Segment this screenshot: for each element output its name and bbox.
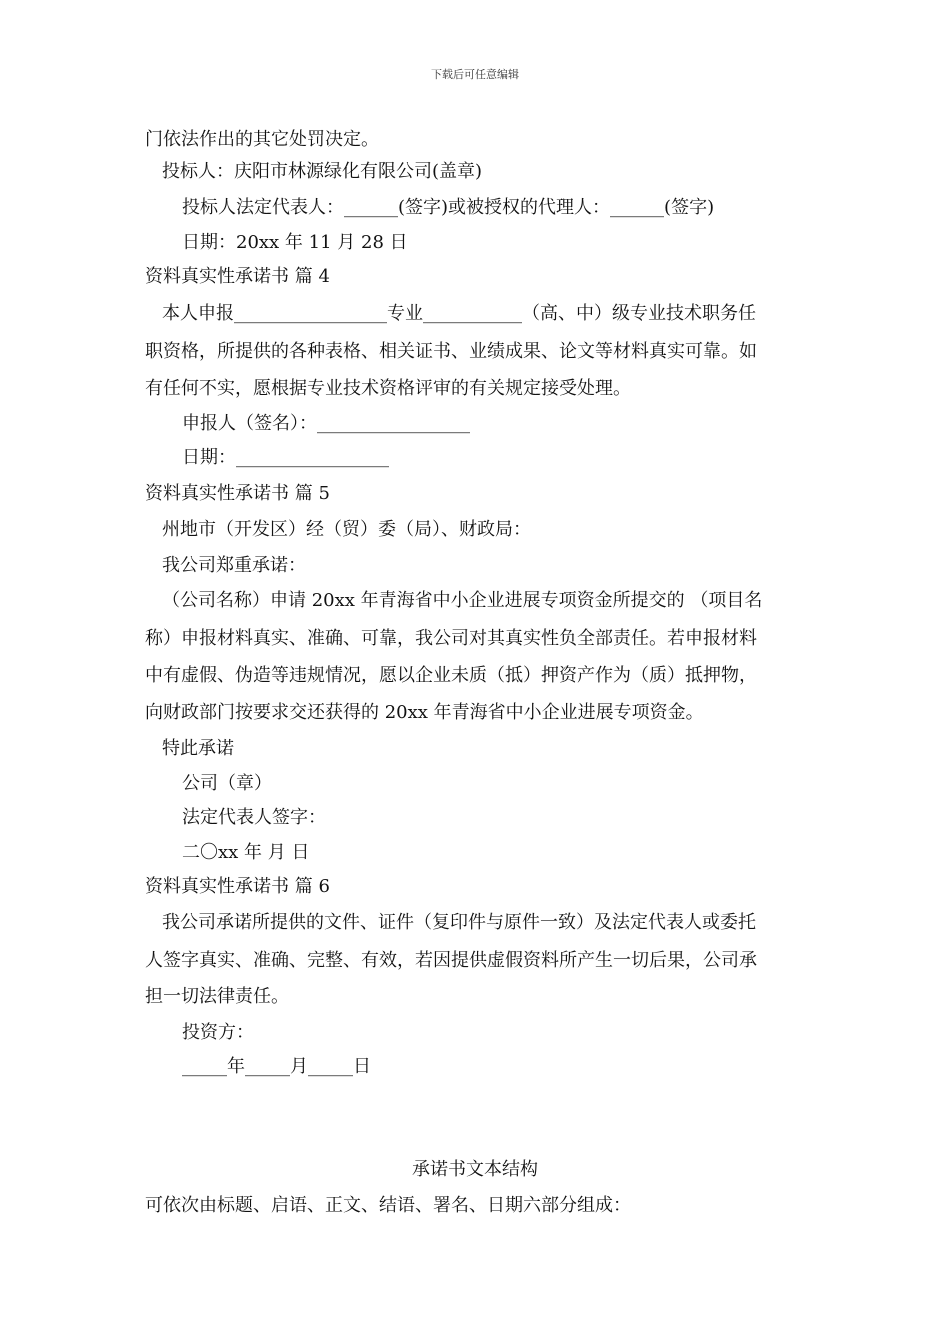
body-line: 人签字真实、准确、完整、有效，若因提供虚假资料所产生一切后果，公司承 [145,950,757,971]
body-line: 职资格，所提供的各种表格、相关证书、业绩成果、论文等材料真实可靠。如 [145,341,757,362]
body-line: 我公司郑重承诺： [162,555,306,576]
date-line: 日期：_________________ [182,447,389,468]
company-seal-line: 公司（章） [182,773,272,794]
date-line: 二〇xx 年 月 日 [182,842,310,863]
section-heading-6: 资料真实性承诺书 篇 6 [145,876,330,897]
section-title: 承诺书文本结构 [412,1159,538,1180]
body-line: 向财政部门按要求交还获得的 20xx 年青海省中小企业进展专项资金。 [145,702,704,723]
section-heading-4: 资料真实性承诺书 篇 4 [145,266,330,287]
body-line: 中有虚假、伪造等违规情况，愿以企业未质（抵）押资产作为（质）抵押物， [145,665,757,686]
representative-line: 投标人法定代表人：______(签字)或被授权的代理人：______(签字) [182,197,715,218]
body-line: 我公司承诺所提供的文件、证件（复印件与原件一致）及法定代表人或委托 [162,912,756,933]
signature-line: 申报人（签名）：_________________ [182,413,470,434]
body-line: 可依次由标题、启语、正文、结语、署名、日期六部分组成： [145,1195,631,1216]
body-line: 本人申报_________________专业___________（高、中）级专业技术职务任 [162,303,756,324]
body-line: 称）申报材料真实、准确、可靠，我公司对其真实性负全部责任。若申报材料 [145,628,757,649]
investor-line: 投资方： [182,1022,254,1043]
body-line: 门依法作出的其它处罚决定。 [145,129,379,150]
bidder-line: 投标人：庆阳市林源绿化有限公司(盖章) [162,161,483,182]
section-heading-5: 资料真实性承诺书 篇 5 [145,483,330,504]
page-header: 下载后可任意编辑 [431,68,519,81]
addressee-line: 州地市（开发区）经（贸）委（局）、财政局： [162,519,531,540]
body-line: 担一切法律责任。 [145,986,289,1007]
body-line: （公司名称）申请 20xx 年青海省中小企业进展专项资金所提交的 （项目名 [162,590,763,611]
signature-line: 法定代表人签字： [182,807,326,828]
closing-line: 特此承诺 [162,738,234,759]
date-line: 日期：20xx 年 11 月 28 日 [182,232,408,253]
body-line: 有任何不实，愿根据专业技术资格评审的有关规定接受处理。 [145,378,631,399]
date-line: _____年_____月_____日 [182,1056,371,1077]
